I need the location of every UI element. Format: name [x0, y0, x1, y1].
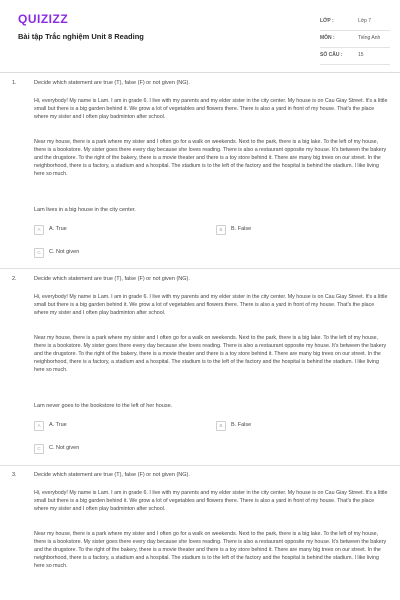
question-number: 1. [12, 80, 17, 86]
worksheet-header [0, 0, 400, 70]
meta-count [320, 48, 390, 65]
passage-paragraph-1: Hi, everybody! My name is Lam. I am in grade 6. I live with my parents and my elder sister in the city center. My house is on Cau Giay Street. It's a little small but there is a big garden behind it. We grow a lot of vegetables and flowers there. There is also a yard in front of my house. That's the place where my sister and I often play badminton after school. [34, 490, 388, 512]
meta-count-value: 15 [358, 52, 364, 58]
option-c-box[interactable]: C [34, 444, 44, 454]
option-a-box[interactable]: A [34, 225, 44, 235]
meta-count-label: SỐ CÂU : [320, 52, 343, 58]
meta-subject [320, 31, 390, 48]
option-a-label: A. True [49, 422, 67, 428]
option-c-label: C. Not given [49, 445, 80, 451]
option-b-box[interactable]: B [216, 225, 226, 235]
passage-paragraph-2: Near my house, there is a park where my sister and I often go for a walk on weekends. Next to the park, there is a big lake. To the left of my house, there is a bookstore. My sister goes there every day because she loves reading. There is also a restaurant opposite my house. It's between the bakery and the drugstore. To the right of the bakery, there is a movie theater and there is a toy store behind it. There are many big trees on our street. In the neighborhood, there is a factory, a stadium and a hospital. The stadium is to the left of the factory and the hospital is behind the stadium. I like living here so much. [34, 139, 387, 177]
header-divider [0, 72, 400, 73]
option-a-box[interactable]: A [34, 421, 44, 431]
question-divider [0, 268, 400, 269]
question-2 [0, 276, 400, 461]
question-divider [0, 465, 400, 466]
option-c-label: C. Not given [49, 249, 80, 255]
meta-grade [320, 14, 390, 31]
quizizz-logo: QUIZIZZ [18, 12, 69, 26]
question-statement: Lam lives in a big house in the city center. [34, 207, 136, 213]
option-a-label: A. True [49, 226, 67, 232]
passage-paragraph-1: Hi, everybody! My name is Lam. I am in grade 6. I live with my parents and my elder sister in the city center. My house is on Cau Giay Street. It's a little small but there is a big garden behind it. We grow a lot of vegetables and flowers there. There is also a yard in front of my house. That's the place where my sister and I often play badminton after school. [34, 294, 388, 316]
meta-grade-value: Lớp 7 [358, 18, 372, 24]
passage-paragraph-2: Near my house, there is a park where my sister and I often go for a walk on weekends. Next to the park, there is a big lake. To the left of my house, there is a bookstore. My sister goes there every day because she loves reading. There is also a restaurant opposite my house. It's between the bakery and the drugstore. To the right of the bakery, there is a movie theater and there is a toy store behind it. There are many big trees on our street. In the neighborhood, there is a factory, a stadium and a hospital. The stadium is to the left of the factory and the hospital is behind the stadium. I like living here so much. [34, 335, 387, 373]
meta-subject-label: MÔN : [320, 35, 335, 41]
option-b-box[interactable]: B [216, 421, 226, 431]
question-1 [0, 80, 400, 265]
question-instruction: Decide which statement are true (T), false (F) or not given (NG). [34, 472, 190, 478]
question-instruction: Decide which statement are true (T), false (F) or not given (NG). [34, 276, 190, 282]
question-statement: Lam never goes to the bookstore to the left of her house. [34, 403, 173, 409]
passage-paragraph-2: Near my house, there is a park where my sister and I often go for a walk on weekends. Next to the park, there is a big lake. To the left of my house, there is a bookstore. My sister goes there every day because she loves reading. There is also a restaurant opposite my house. It's between the bakery and the drugstore. To the right of the bakery, there is a movie theater and there is a toy store behind it. There are many big trees on our street. In the neighborhood, there is a factory, a stadium and a hospital. The stadium is to the left of the factory and the hospital is behind the stadium. I like living here so much. [34, 531, 387, 569]
option-c-box[interactable]: C [34, 248, 44, 258]
question-instruction: Decide which statement are true (T), false (F) or not given (NG). [34, 80, 190, 86]
worksheet-title: Bài tập Trắc nghiệm Unit 8 Reading [18, 32, 144, 41]
passage-paragraph-1: Hi, everybody! My name is Lam. I am in grade 6. I live with my parents and my elder sister in the city center. My house is on Cau Giay Street. It's a little small but there is a big garden behind it. We grow a lot of vegetables and flowers there. There is also a yard in front of my house. That's the place where my sister and I often play badminton after school. [34, 98, 388, 120]
question-number: 2. [12, 276, 17, 282]
meta-grade-label: LỚP : [320, 18, 334, 24]
meta-subject-value: Tiếng Anh [358, 35, 381, 41]
question-3 [0, 472, 400, 600]
option-b-label: B. False [231, 226, 252, 232]
worksheet-meta [320, 14, 390, 65]
question-number: 3. [12, 472, 17, 478]
option-b-label: B. False [231, 422, 252, 428]
